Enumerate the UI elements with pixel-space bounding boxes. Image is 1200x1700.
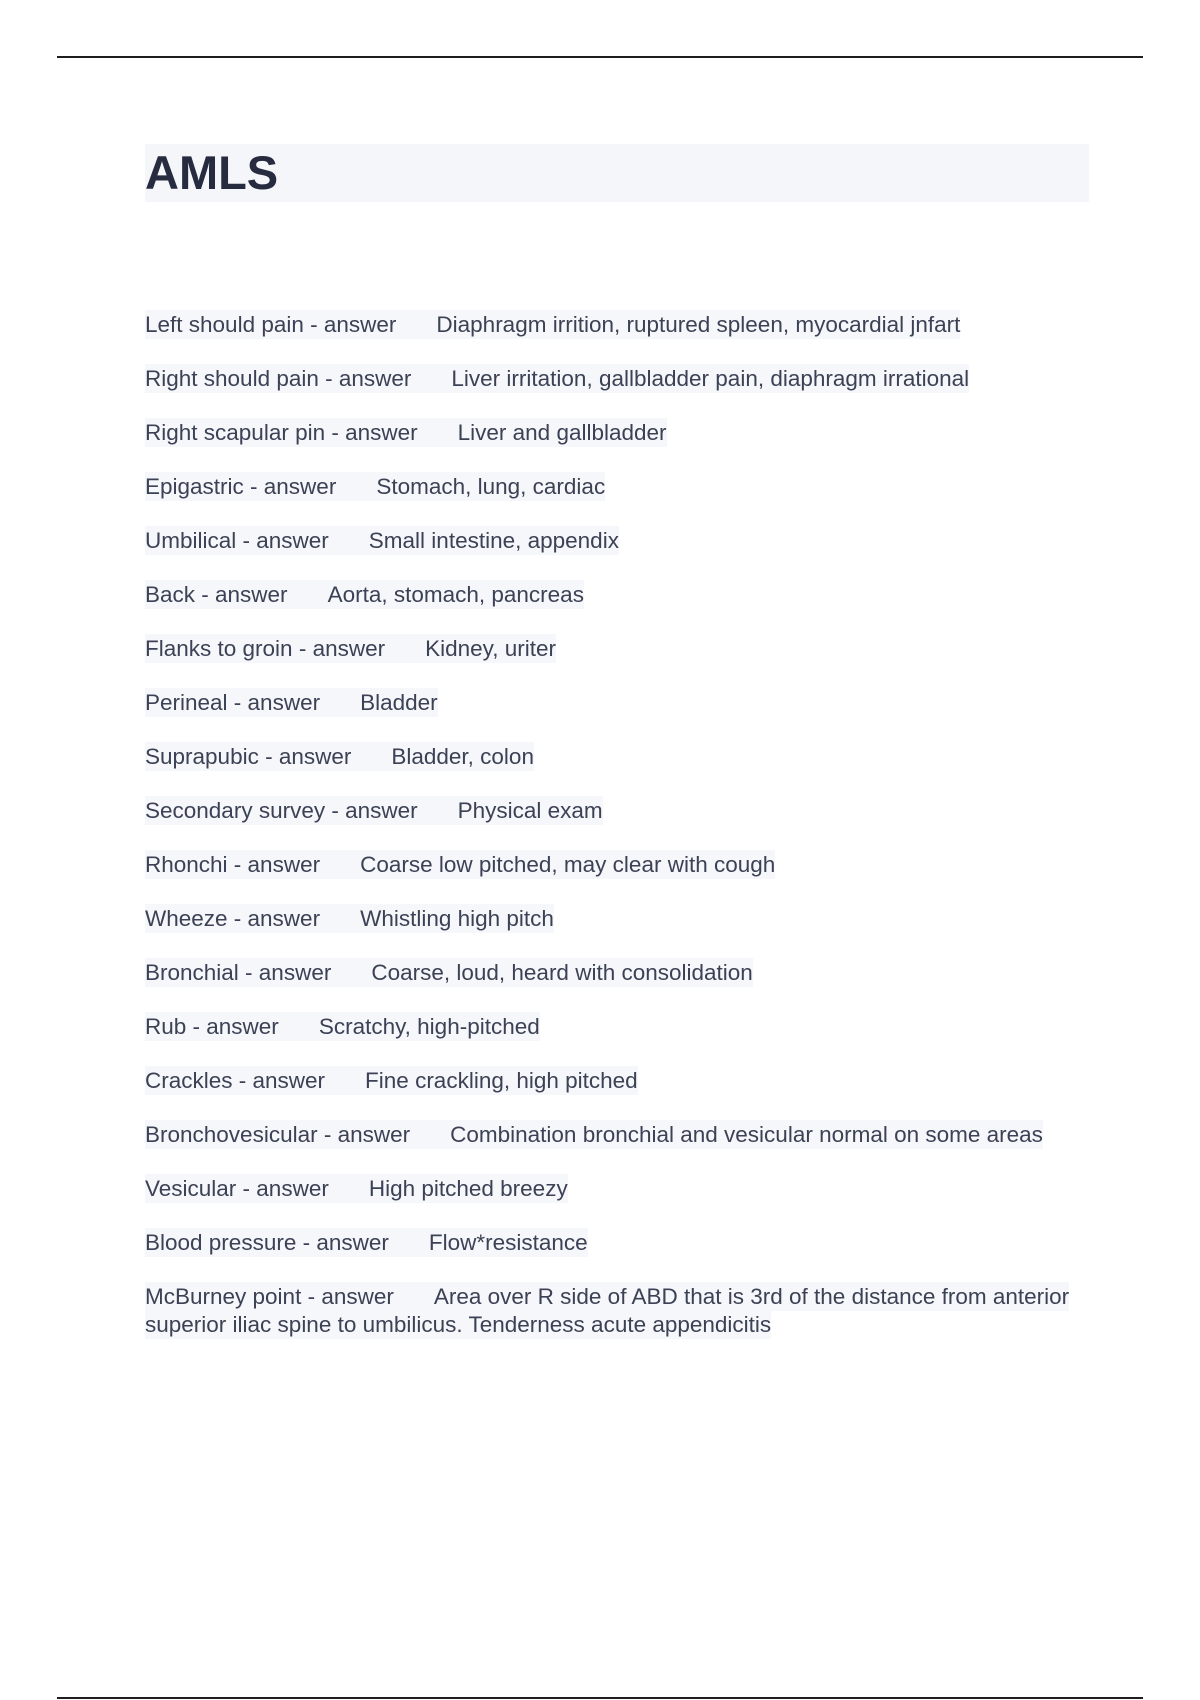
qa-item xyxy=(145,1229,1085,1257)
question-text: Blood pressure - answer xyxy=(145,1230,389,1255)
qa-item xyxy=(145,1067,1085,1095)
qa-item-text xyxy=(145,1228,588,1257)
question-text: Wheeze - answer xyxy=(145,906,321,931)
question-text: Secondary survey - answer xyxy=(145,798,418,823)
qa-item xyxy=(145,581,1085,609)
question-text: Vesicular - answer xyxy=(145,1176,329,1201)
qa-item-text xyxy=(145,418,667,447)
question-text: Flanks to groin - answer xyxy=(145,636,386,661)
question-text: Bronchovesicular - answer xyxy=(145,1122,411,1147)
question-text: Right scapular pin - answer xyxy=(145,420,418,445)
qa-item xyxy=(145,365,1085,393)
qa-item xyxy=(145,1013,1085,1041)
answer-text: Aorta, stomach, pancreas xyxy=(327,582,584,607)
answer-text: Coarse low pitched, may clear with cough xyxy=(360,852,776,877)
qa-item xyxy=(145,1121,1085,1149)
qa-item-text xyxy=(145,796,603,825)
answer-text: Bladder, colon xyxy=(391,744,534,769)
document-title: AMLS xyxy=(145,146,279,199)
question-text: Umbilical - answer xyxy=(145,528,329,553)
qa-item xyxy=(145,851,1085,879)
answer-text: Fine crackling, high pitched xyxy=(365,1068,638,1093)
answer-text: Bladder xyxy=(360,690,438,715)
answer-text: Kidney, uriter xyxy=(425,636,557,661)
qa-item-text xyxy=(145,526,619,555)
qa-item-text xyxy=(145,472,605,501)
qa-item-text xyxy=(145,1120,1043,1149)
qa-item xyxy=(145,1175,1085,1203)
qa-item-text xyxy=(145,688,438,717)
qa-item xyxy=(145,797,1085,825)
title-band xyxy=(145,144,1089,202)
answer-text: Coarse, loud, heard with consolidation xyxy=(371,960,753,985)
answer-text: High pitched breezy xyxy=(368,1176,568,1201)
qa-list xyxy=(145,311,1085,1365)
qa-item-text xyxy=(145,742,534,771)
question-text: Perineal - answer xyxy=(145,690,321,715)
answer-text: Scratchy, high-pitched xyxy=(318,1014,540,1039)
qa-item xyxy=(145,473,1085,501)
answer-text: Liver and gallbladder xyxy=(457,420,667,445)
answer-text: Physical exam xyxy=(457,798,603,823)
question-text: Left should pain - answer xyxy=(145,312,397,337)
question-text: McBurney point - answer xyxy=(145,1284,394,1309)
answer-text: Stomach, lung, cardiac xyxy=(376,474,606,499)
qa-item xyxy=(145,635,1085,663)
qa-item xyxy=(145,959,1085,987)
answer-text: Combination bronchial and vesicular normal on some areas xyxy=(450,1122,1043,1147)
qa-item xyxy=(145,743,1085,771)
page-footer-rule xyxy=(57,1697,1143,1699)
answer-text: Flow*resistance xyxy=(428,1230,588,1255)
answer-text: Area over R side of ABD that is 3rd of the distance from anterior superior iliac spine to umbilicus. Tenderness acute appendicitis xyxy=(145,1284,1070,1337)
qa-item-text xyxy=(145,310,960,339)
question-text: Rub - answer xyxy=(145,1014,279,1039)
question-text: Back - answer xyxy=(145,582,288,607)
answer-text: Small intestine, appendix xyxy=(368,528,619,553)
qa-item xyxy=(145,419,1085,447)
qa-item-text xyxy=(145,850,775,879)
answer-text: Diaphragm irrition, ruptured spleen, myocardial jnfart xyxy=(436,312,961,337)
qa-item xyxy=(145,527,1085,555)
question-text: Epigastric - answer xyxy=(145,474,337,499)
qa-item-text xyxy=(145,1012,540,1041)
question-text: Suprapubic - answer xyxy=(145,744,352,769)
question-text: Crackles - answer xyxy=(145,1068,326,1093)
qa-item-text xyxy=(145,634,556,663)
qa-item-text xyxy=(145,1066,638,1095)
qa-item-text xyxy=(145,958,753,987)
qa-item-text xyxy=(145,580,584,609)
page-header-rule xyxy=(57,56,1143,58)
answer-text: Liver irritation, gallbladder pain, diaphragm irrational xyxy=(451,366,970,391)
qa-item-text xyxy=(145,1174,568,1203)
question-text: Bronchial - answer xyxy=(145,960,332,985)
qa-item-text xyxy=(145,904,554,933)
qa-item-text xyxy=(145,364,969,393)
qa-item-text xyxy=(145,1282,1069,1339)
question-text: Rhonchi - answer xyxy=(145,852,321,877)
qa-item xyxy=(145,311,1085,339)
qa-item xyxy=(145,689,1085,717)
answer-text: Whistling high pitch xyxy=(360,906,554,931)
question-text: Right should pain - answer xyxy=(145,366,412,391)
qa-item xyxy=(145,1283,1085,1339)
qa-item xyxy=(145,905,1085,933)
